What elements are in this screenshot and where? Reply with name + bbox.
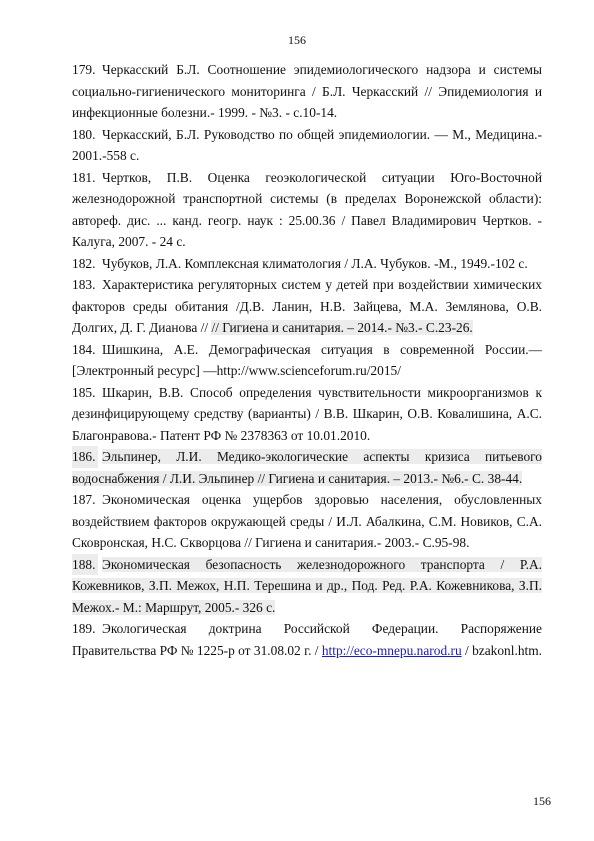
reference-number: 185. — [72, 384, 96, 400]
reference-number: 179. — [72, 62, 96, 77]
reference-number: 180. — [72, 126, 96, 142]
reference-item-182 — [72, 253, 542, 275]
reference-item-188 — [72, 554, 542, 619]
reference-number: 188. — [72, 554, 98, 576]
reference-number: 181. — [72, 169, 96, 185]
reference-item-186 — [72, 446, 542, 489]
reference-text: Чубуков, Л.А. Комплексная климатология / Л.А. Чубуков. -М., 1949.-102 с. — [102, 255, 528, 271]
reference-item-179 — [72, 59, 542, 124]
reference-text: Характеристика регуляторных систем у детей при воздействии химических факторов среды обитания /Д.В. Ланин, Н.В. Зайцева, М.А. Землянова, О.В. Долгих, Д. Г. Дианова // — [72, 277, 542, 335]
reference-number: 184. — [72, 341, 96, 357]
reference-item-187 — [72, 489, 542, 554]
reference-number: 182. — [72, 255, 96, 271]
reference-text: Чертков, П.В. Оценка геоэкологической ситуации Юго-Восточной железнодорожной транспортной системы (в пределах Воронежской области): автореф. дис. ... канд. геогр. наук : 25.00.36 / Павел Владимирович Чертков. - Калуга, 2007. - 24 с. — [72, 169, 542, 249]
reference-item-185 — [72, 382, 542, 447]
reference-number: 186. — [72, 446, 98, 468]
reference-text-after: / bzakonl.htm. — [461, 642, 543, 658]
reference-text: Шишкина, А.Е. Демографическая ситуация в современной России.—[Электронный ресурс] —http://www.scienceforum.ru/2015/ — [72, 341, 542, 378]
reference-item-180 — [72, 124, 542, 167]
reference-list — [72, 59, 542, 661]
reference-text: Черкасский Б.Л. Соотношение эпидемиологического надзора и системы социально-гигиенического мониторинга / Б.Л. Черкасский // Эпидемиология и инфекционные болезни.- 1999. - №3. - с.10-14. — [72, 62, 542, 120]
reference-number: 183. — [72, 277, 96, 292]
reference-item-189 — [72, 618, 542, 661]
reference-link[interactable]: http://eco-mnepu.narod.ru — [321, 642, 462, 658]
reference-text-highlighted: Экономическая безопасность железнодорожного транспорта / Р.А. Кожевников, З.П. Межох, Н.П. Терешина и др., Под. Ред. Р.А. Кожевникова, З.П. Межох.- М.: Маршрут, 2005.- 326 с. — [72, 556, 542, 615]
page-number-top: 156 — [288, 33, 306, 47]
reference-text: Шкарин, В.В. Способ определения чувствительности микроорганизмов к дезинфицирующему средству (варианты) / В.В. Шкарин, О.В. Ковалишина, А.С. Благонравова.- Патент РФ № 2378363 от 10.01.2010. — [72, 384, 542, 443]
reference-item-181 — [72, 167, 542, 253]
reference-text-highlighted: Эльпинер, Л.И. Медико-экологические аспекты кризиса питьевого водоснабжения / Л.И. Эльпинер // Гигиена и санитария. – 2013.- №6.- С. 38-44. — [72, 449, 542, 486]
reference-text-highlighted: // Гигиена и санитария. – 2014.- №3.- С.23-26. — [211, 320, 473, 335]
reference-text: Экологическая доктрина Российской Федерации. Распоряжение Правительства РФ № 1225-р от 31.08.02 г. / — [72, 621, 542, 658]
reference-text: Черкасский, Б.Л. Руководство по общей эпидемиологии. — М., Медицина.- 2001.-558 с. — [72, 126, 542, 163]
reference-item-184 — [72, 339, 542, 382]
reference-text: Экономическая оценка ущербов здоровью населения, обусловленных воздействием факторов окружающей среды / И.Л. Абалкина, С.М. Новиков, С.А. Сковронская, Н.С. Скворцова // Гигиена и санитария.- 2003.- С.95-98. — [72, 492, 542, 550]
reference-item-183 — [72, 274, 542, 339]
page-number-bottom: 156 — [533, 794, 551, 808]
reference-number: 187. — [72, 492, 96, 507]
reference-number: 189. — [72, 621, 96, 636]
